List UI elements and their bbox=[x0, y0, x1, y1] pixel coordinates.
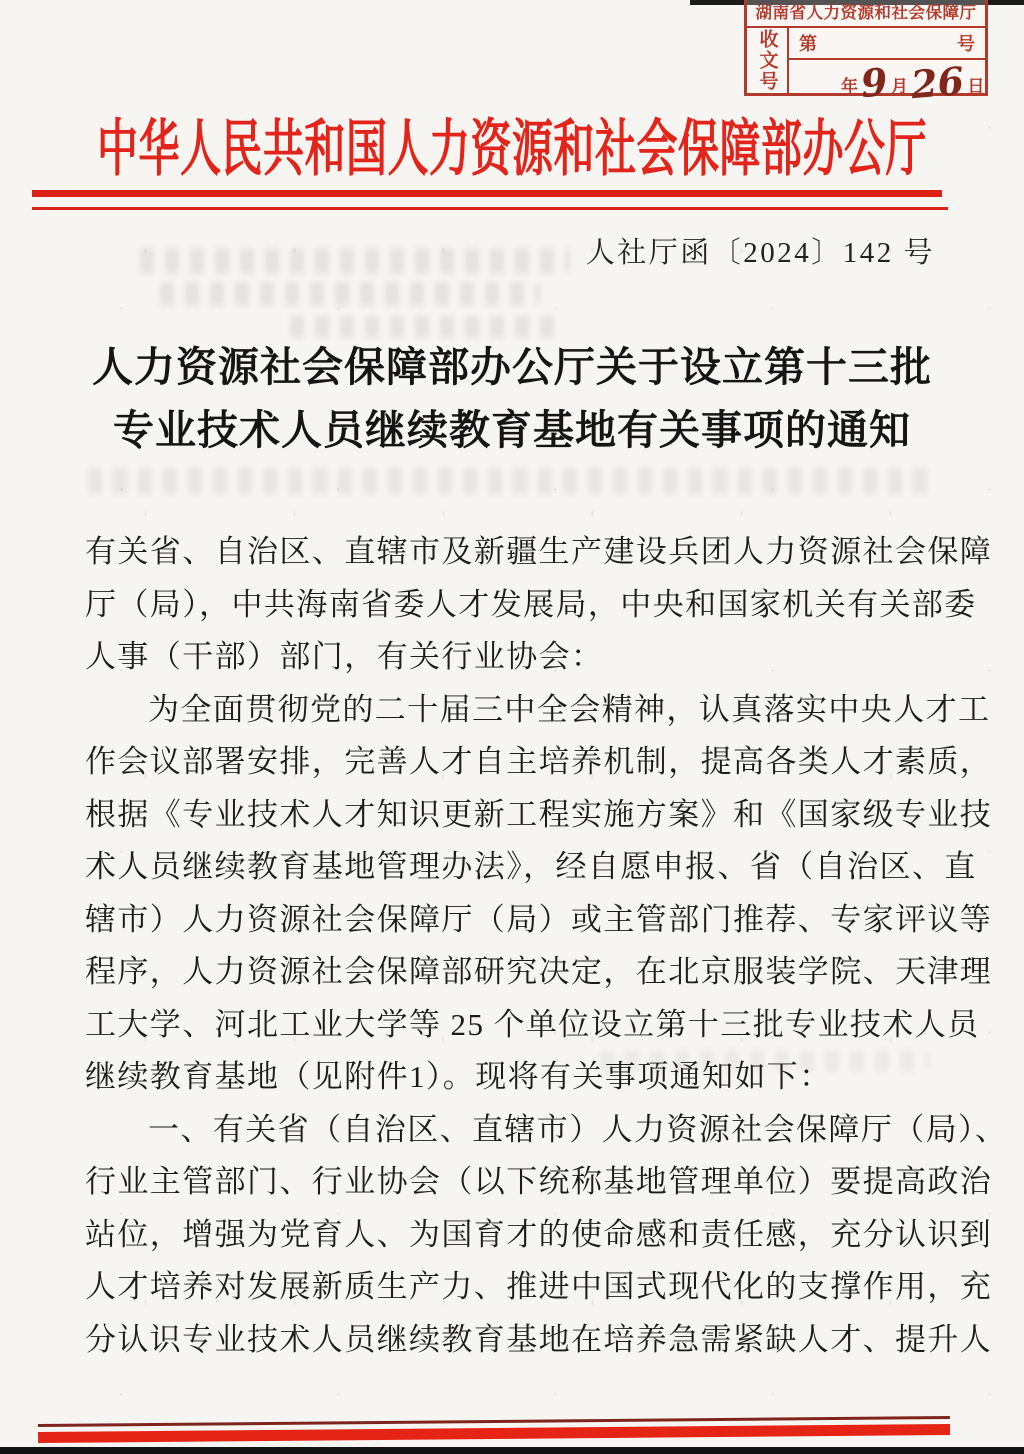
footer-rule bbox=[38, 1416, 950, 1443]
stamp-month-label: 月 bbox=[890, 77, 908, 96]
handwritten-month: 9 bbox=[859, 58, 890, 107]
body-line: 继续教育基地（见附件1）。现将有关事项通知如下： bbox=[85, 1059, 832, 1094]
document-number: 人社厅函〔2024〕142 号 bbox=[585, 237, 935, 269]
stamp-right-cells bbox=[789, 28, 985, 108]
stamp-day-label: 日 bbox=[967, 77, 985, 96]
body-line: 分认识专业技术人员继续教育基地在培养急需紧缺人才、提升人 bbox=[85, 1321, 993, 1357]
body-line: 辖市）人力资源社会保障厅（局）或主管部门推荐、专家评议等 bbox=[85, 901, 993, 937]
stamp-org-name: 湖南省人力资源和社会保障厅 bbox=[747, 0, 985, 28]
receipt-stamp bbox=[744, 0, 988, 108]
bleedthrough-smudge bbox=[88, 468, 933, 494]
stamp-no-suffix: 号 bbox=[957, 34, 975, 54]
document-title-line1: 人力资源社会保障部办公厅关于设立第十三批 bbox=[92, 344, 932, 390]
bleedthrough-smudge bbox=[290, 316, 560, 338]
handwritten-day: 26 bbox=[909, 57, 966, 108]
bleedthrough-smudge bbox=[160, 282, 540, 306]
document-title-line2: 专业技术人员继续教育基地有关事项的通知 bbox=[113, 407, 911, 453]
stamp-grid bbox=[747, 28, 985, 108]
letterhead-rule-thin bbox=[32, 207, 948, 210]
body-line: 作会议部署安排，完善人才自主培养机制，提高各类人才素质， bbox=[85, 744, 993, 779]
body-line: 一、有关省（自治区、直辖市）人力资源社会保障厅（局）、 bbox=[148, 1111, 1008, 1147]
stamp-no-prefix: 第 bbox=[799, 34, 817, 54]
body-line: 站位，增强为党育人、为国育才的使命感和责任感，充分认识到 bbox=[85, 1216, 993, 1252]
stamp-field-label: 收文号 bbox=[747, 28, 789, 93]
body-line: 有关省、自治区、直辖市及新疆生产建设兵团人力资源社会保障 bbox=[85, 534, 993, 569]
footer-rule-thick bbox=[38, 1424, 950, 1443]
document-body bbox=[85, 526, 1008, 1366]
body-line: 术人员继续教育基地管理办法》，经自愿申报、省（自治区、直 bbox=[85, 849, 977, 884]
stamp-year-label: 年 bbox=[841, 77, 858, 96]
body-line: 程序，人力资源社会保障部研究决定，在北京服装学院、天津理 bbox=[85, 954, 993, 989]
body-line: 厅（局），中共海南省委人才发展局，中央和国家机关有关部委 bbox=[85, 586, 977, 622]
body-line: 人事（干部）部门，有关行业协会： bbox=[85, 639, 604, 674]
letterhead-title: 中华人民共和国人力资源和社会保障部办公厅 bbox=[97, 114, 927, 183]
body-line: 人才培养对发展新质生产力、推进中国式现代化的支撑作用，充 bbox=[85, 1269, 993, 1304]
body-line: 工大学、河北工业大学等 25 个单位设立第十三批专业技术人员 bbox=[85, 1006, 980, 1042]
body-line: 行业主管部门、行业协会（以下统称基地管理单位）要提高政治 bbox=[85, 1164, 993, 1199]
letterhead-rule-thick bbox=[32, 190, 942, 197]
bleedthrough-smudge bbox=[140, 248, 570, 274]
document-title bbox=[0, 336, 1024, 462]
body-line: 为全面贯彻党的二十届三中全会精神，认真落实中央人才工 bbox=[148, 691, 991, 727]
scan-edge-bottom bbox=[0, 1447, 1024, 1454]
stamp-date-row bbox=[789, 57, 985, 108]
stamp-number-row bbox=[789, 28, 985, 60]
body-line: 根据《专业技术人才知识更新工程实施方案》和《国家级专业技 bbox=[85, 796, 993, 832]
